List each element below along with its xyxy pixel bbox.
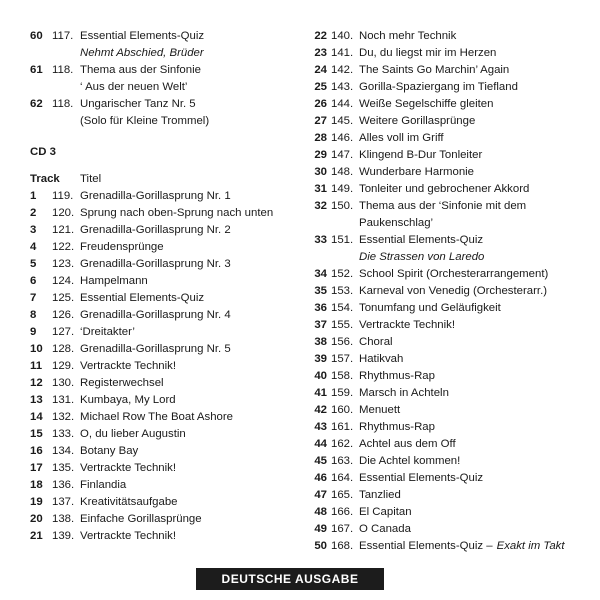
track-row xyxy=(30,392,295,409)
page-number: 167. xyxy=(331,523,354,535)
page-number: 158. xyxy=(331,370,354,382)
track-title: Klingend B-Dur Tonleiter xyxy=(359,149,483,161)
page-number: 148. xyxy=(331,166,354,178)
track-number: 41 xyxy=(314,387,327,399)
track-title: Registerwechsel xyxy=(80,377,164,389)
track-number: 12 xyxy=(30,377,43,389)
track-row xyxy=(305,385,590,402)
track-number: 8 xyxy=(30,309,37,321)
track-title: Essential Elements-Quiz – xyxy=(359,540,493,552)
track-number: 60 xyxy=(30,30,43,42)
track-number: 28 xyxy=(314,132,327,144)
page-number: 147. xyxy=(331,149,354,161)
track-row xyxy=(30,290,295,307)
track-subtitle: Die Strassen von Laredo xyxy=(359,251,485,263)
track-number: 7 xyxy=(30,292,37,304)
track-title: Kreativitätsaufgabe xyxy=(80,496,178,508)
track-row xyxy=(305,436,590,453)
track-title: ‘Dreitakter’ xyxy=(80,326,135,338)
track-number: 34 xyxy=(314,268,327,280)
track-title: Menuett xyxy=(359,404,401,416)
track-number: 38 xyxy=(314,336,327,348)
track-row xyxy=(305,28,590,45)
track-row xyxy=(30,96,295,113)
table-header xyxy=(30,171,295,188)
track-title: Choral xyxy=(359,336,393,348)
track-title: Essential Elements-Quiz xyxy=(80,292,205,304)
track-continuation xyxy=(305,215,590,232)
track-title: Finlandia xyxy=(80,479,127,491)
track-title: Kumbaya, My Lord xyxy=(80,394,176,406)
page-number: 159. xyxy=(331,387,354,399)
track-row xyxy=(305,198,590,215)
page-number: 137. xyxy=(52,496,75,508)
track-title-italic: Exakt im Takt xyxy=(496,540,565,552)
track-title: Grenadilla-Gorillasprung Nr. 2 xyxy=(80,224,231,236)
track-continuation xyxy=(305,249,590,266)
track-number: 35 xyxy=(314,285,327,297)
page-number: 134. xyxy=(52,445,75,457)
track-row xyxy=(30,426,295,443)
track-title: Essential Elements-Quiz xyxy=(80,30,205,42)
track-row xyxy=(305,470,590,487)
track-number: 39 xyxy=(314,353,327,365)
header-track: Track xyxy=(30,173,60,185)
track-continuation xyxy=(30,79,295,96)
track-title: Grenadilla-Gorillasprung Nr. 4 xyxy=(80,309,231,321)
track-title: Vertrackte Technik! xyxy=(359,319,456,331)
page-number: 133. xyxy=(52,428,75,440)
track-row xyxy=(305,130,590,147)
track-number: 32 xyxy=(314,200,327,212)
header-title: Titel xyxy=(80,173,102,185)
track-row xyxy=(30,273,295,290)
page-number: 119. xyxy=(52,190,74,202)
track-number: 26 xyxy=(314,98,327,110)
track-row xyxy=(30,494,295,511)
track-number: 43 xyxy=(314,421,327,433)
cd3-track-list-left xyxy=(30,188,295,545)
track-row xyxy=(30,222,295,239)
track-title: School Spirit (Orchesterarrangement) xyxy=(359,268,549,280)
track-title: Grenadilla-Gorillasprung Nr. 1 xyxy=(80,190,231,202)
track-title: Karneval von Venedig (Orchesterarr.) xyxy=(359,285,548,297)
track-row xyxy=(30,528,295,545)
track-row xyxy=(30,307,295,324)
track-row xyxy=(305,164,590,181)
track-number: 9 xyxy=(30,326,37,338)
track-row xyxy=(305,147,590,164)
track-row xyxy=(305,300,590,317)
page-number: 131. xyxy=(52,394,75,406)
track-row xyxy=(30,409,295,426)
page-number: 140. xyxy=(331,30,354,42)
track-title: Hampelmann xyxy=(80,275,148,287)
track-number: 29 xyxy=(314,149,327,161)
track-title: Noch mehr Technik xyxy=(359,30,457,42)
page-number: 155. xyxy=(331,319,354,331)
track-number: 16 xyxy=(30,445,43,457)
track-row xyxy=(30,341,295,358)
page-number: 118. xyxy=(52,64,74,76)
track-subtitle: Paukenschlag’ xyxy=(359,217,434,229)
track-title: Thema aus der Sinfonie xyxy=(80,64,201,76)
track-number: 47 xyxy=(314,489,327,501)
track-title: El Capitan xyxy=(359,506,412,518)
track-row xyxy=(30,443,295,460)
track-row xyxy=(30,477,295,494)
track-number: 22 xyxy=(314,30,327,42)
page-number: 122. xyxy=(52,241,75,253)
track-row xyxy=(305,79,590,96)
track-number: 1 xyxy=(30,190,37,202)
track-row xyxy=(305,453,590,470)
indent xyxy=(30,113,80,130)
track-number: 5 xyxy=(30,258,37,270)
right-column xyxy=(305,28,590,555)
page-number: 146. xyxy=(331,132,354,144)
track-number: 17 xyxy=(30,462,43,474)
page-number: 118. xyxy=(52,98,74,110)
track-subtitle: ‘ Aus der neuen Welt’ xyxy=(80,81,188,93)
track-title: Die Achtel kommen! xyxy=(359,455,461,467)
left-column xyxy=(30,28,295,545)
track-title: Essential Elements-Quiz xyxy=(359,472,484,484)
track-row xyxy=(30,324,295,341)
track-title: Vertrackte Technik! xyxy=(80,462,177,474)
cd-heading: CD 3 xyxy=(30,146,56,158)
track-number: 19 xyxy=(30,496,43,508)
page-number: 132. xyxy=(52,411,75,423)
track-number: 45 xyxy=(314,455,327,467)
track-row xyxy=(30,62,295,79)
track-subtitle: (Solo für Kleine Trommel) xyxy=(80,115,210,127)
track-title: O, du lieber Augustin xyxy=(80,428,186,440)
track-title: Weiße Segelschiffe gleiten xyxy=(359,98,494,110)
track-row xyxy=(305,334,590,351)
track-row xyxy=(305,232,590,249)
page-number: 123. xyxy=(52,258,75,270)
edition-banner: DEUTSCHE AUSGABE xyxy=(196,568,384,590)
track-number: 6 xyxy=(30,275,37,287)
track-row xyxy=(305,487,590,504)
track-number: 21 xyxy=(30,530,43,542)
page-number: 149. xyxy=(331,183,354,195)
page-number: 164. xyxy=(331,472,354,484)
track-title: Achtel aus dem Off xyxy=(359,438,456,450)
page-number: 144. xyxy=(331,98,354,110)
page-number: 141. xyxy=(331,47,354,59)
page-number: 126. xyxy=(52,309,75,321)
track-row xyxy=(305,419,590,436)
track-number: 62 xyxy=(30,98,43,110)
track-number: 18 xyxy=(30,479,43,491)
track-number: 14 xyxy=(30,411,43,423)
track-title: Hatikvah xyxy=(359,353,404,365)
track-title: Alles voll im Griff xyxy=(359,132,444,144)
page-number: 151. xyxy=(331,234,354,246)
track-title: Marsch in Achteln xyxy=(359,387,449,399)
track-title: Sprung nach oben-Sprung nach unten xyxy=(80,207,274,219)
track-row xyxy=(30,28,295,45)
track-number: 50 xyxy=(314,540,327,552)
track-row xyxy=(30,460,295,477)
track-number: 20 xyxy=(30,513,43,525)
page-number: 129. xyxy=(52,360,75,372)
track-title: Weitere Gorillasprünge xyxy=(359,115,476,127)
track-title: Vertrackte Technik! xyxy=(80,530,177,542)
track-number: 27 xyxy=(314,115,327,127)
track-title: Grenadilla-Gorillasprung Nr. 3 xyxy=(80,258,231,270)
page-number: 135. xyxy=(52,462,75,474)
page-number: 142. xyxy=(331,64,354,76)
page-number: 162. xyxy=(331,438,354,450)
track-number: 24 xyxy=(314,64,327,76)
track-number: 46 xyxy=(314,472,327,484)
track-number: 37 xyxy=(314,319,327,331)
page-number: 117. xyxy=(52,30,74,42)
track-row xyxy=(30,239,295,256)
track-title: Gorilla-Spaziergang im Tiefland xyxy=(359,81,518,93)
page-number: 163. xyxy=(331,455,354,467)
track-title: O Canada xyxy=(359,523,411,535)
page-number: 127. xyxy=(52,326,75,338)
track-number: 13 xyxy=(30,394,43,406)
track-title: The Saints Go Marchin’ Again xyxy=(359,64,510,76)
page-number: 143. xyxy=(331,81,354,93)
track-title: Freudensprünge xyxy=(80,241,164,253)
page-number: 165. xyxy=(331,489,354,501)
page-number: 157. xyxy=(331,353,354,365)
track-number: 25 xyxy=(314,81,327,93)
track-number: 49 xyxy=(314,523,327,535)
indent xyxy=(305,215,359,232)
track-row xyxy=(30,205,295,222)
track-row xyxy=(30,188,295,205)
track-title: Grenadilla-Gorillasprung Nr. 5 xyxy=(80,343,231,355)
track-continuation xyxy=(30,45,295,62)
track-title: Wunderbare Harmonie xyxy=(359,166,475,178)
track-title: Einfache Gorillasprünge xyxy=(80,513,202,525)
track-number: 15 xyxy=(30,428,43,440)
track-number: 30 xyxy=(314,166,327,178)
page-number: 161. xyxy=(331,421,354,433)
track-row xyxy=(305,283,590,300)
track-row xyxy=(305,181,590,198)
track-row xyxy=(305,521,590,538)
track-number: 4 xyxy=(30,241,37,253)
track-number: 44 xyxy=(314,438,327,450)
track-number: 23 xyxy=(314,47,327,59)
track-number: 42 xyxy=(314,404,327,416)
track-number: 33 xyxy=(314,234,327,246)
track-title: Essential Elements-Quiz xyxy=(359,234,484,246)
track-number: 2 xyxy=(30,207,37,219)
track-row xyxy=(305,368,590,385)
cd2-track-list xyxy=(30,28,295,130)
page-number: 166. xyxy=(331,506,354,518)
page-number: 168. xyxy=(331,540,354,552)
track-title: Tonumfang und Geläufigkeit xyxy=(359,302,501,314)
track-number: 3 xyxy=(30,224,37,236)
track-continuation xyxy=(30,113,295,130)
track-title: Vertrackte Technik! xyxy=(80,360,177,372)
track-number: 48 xyxy=(314,506,327,518)
page-number: 128. xyxy=(52,343,75,355)
page-number: 160. xyxy=(331,404,354,416)
page-number: 153. xyxy=(331,285,354,297)
track-row xyxy=(305,504,590,521)
page-number: 152. xyxy=(331,268,354,280)
track-row xyxy=(305,266,590,283)
track-title: Tonleiter und gebrochener Akkord xyxy=(359,183,530,195)
track-row xyxy=(305,45,590,62)
page-number: 120. xyxy=(52,207,75,219)
track-number: 40 xyxy=(314,370,327,382)
page-number: 124. xyxy=(52,275,75,287)
track-row xyxy=(30,375,295,392)
track-title: Thema aus der ‘Sinfonie mit dem xyxy=(359,200,527,212)
track-subtitle: Nehmt Abschied, Brüder xyxy=(80,47,204,59)
indent xyxy=(30,45,80,62)
track-title: Rhythmus-Rap xyxy=(359,370,435,382)
track-title: Botany Bay xyxy=(80,445,139,457)
track-number: 36 xyxy=(314,302,327,314)
page-number: 150. xyxy=(331,200,354,212)
track-row xyxy=(305,113,590,130)
track-number: 61 xyxy=(30,64,43,76)
page-number: 139. xyxy=(52,530,75,542)
track-row xyxy=(305,538,590,555)
track-row xyxy=(305,62,590,79)
indent xyxy=(30,79,80,96)
track-row xyxy=(305,402,590,419)
page-number: 138. xyxy=(52,513,75,525)
indent xyxy=(305,249,359,266)
track-number: 11 xyxy=(30,360,43,372)
page-number: 121. xyxy=(52,224,75,236)
track-number: 31 xyxy=(314,183,327,195)
track-title: Michael Row The Boat Ashore xyxy=(80,411,234,423)
page-number: 156. xyxy=(331,336,354,348)
track-title: Rhythmus-Rap xyxy=(359,421,435,433)
track-row xyxy=(30,358,295,375)
page-number: 154. xyxy=(331,302,354,314)
page-number: 130. xyxy=(52,377,75,389)
track-number: 10 xyxy=(30,343,43,355)
page-number: 145. xyxy=(331,115,354,127)
track-title: Ungarischer Tanz Nr. 5 xyxy=(80,98,196,110)
page-number: 125. xyxy=(52,292,75,304)
track-row xyxy=(30,511,295,528)
track-row xyxy=(30,256,295,273)
cd3-track-list-right xyxy=(305,28,590,555)
page-number: 136. xyxy=(52,479,75,491)
track-row xyxy=(305,317,590,334)
track-title: Tanzlied xyxy=(359,489,401,501)
track-row xyxy=(305,96,590,113)
track-title: Du, du liegst mir im Herzen xyxy=(359,47,497,59)
track-row xyxy=(305,351,590,368)
